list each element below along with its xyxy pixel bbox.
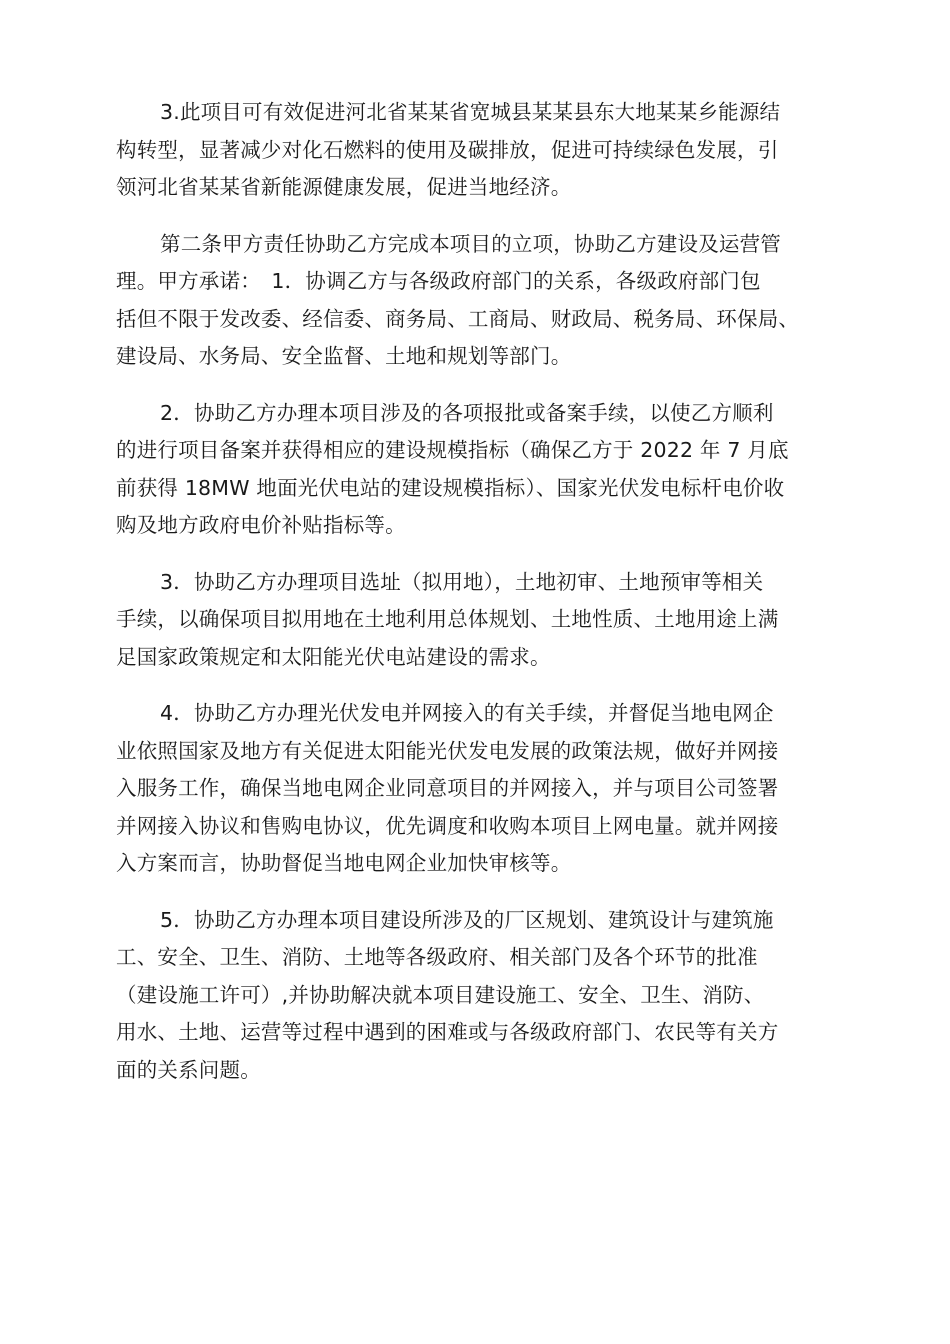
text-line: 工、安全、卫生、消防、土地等各级政府、相关部门及各个环节的批准 [116, 945, 758, 969]
text-line: 3.此项目可有效促进河北省某某省宽城县某某县东大地某某乡能源结 [160, 100, 781, 124]
text-line: 第二条甲方责任协助乙方完成本项目的立项，协助乙方建设及运营管 [160, 231, 781, 256]
paragraph-item-4 [116, 695, 842, 883]
text-line: 面的关系问题。 [116, 1057, 261, 1082]
paragraph-item-2 [116, 395, 842, 545]
text-line: （建设施工许可）,并协助解决就本项目建设施工、安全、卫生、消防、 [116, 982, 765, 1007]
text-line: 用水、土地、运营等过程中遇到的困难或与各级政府部门、农民等有关方 [116, 1020, 779, 1044]
paragraph-item-3 [116, 564, 842, 677]
text-line: 3．协助乙方办理项目选址（拟用地），土地初审、土地预审等相关 [160, 569, 764, 594]
text-line: 手续，以确保项目拟用地在土地利用总体规划、土地性质、土地用途上满 [116, 607, 779, 631]
text-line: 4．协助乙方办理光伏发电并网接入的有关手续，并督促当地电网企 [160, 701, 774, 725]
text-line: 括但不限于发改委、经信委、商务局、工商局、财政局、税务局、环保局、 [116, 306, 800, 331]
paragraph-project-benefits [116, 94, 842, 207]
text-line: 足国家政策规定和太阳能光伏电站建设的需求。 [116, 644, 551, 669]
text-line: 构转型，显著减少对化石燃料的使用及碳排放，促进可持续绿色发展，引 [116, 137, 779, 162]
paragraph-item-5 [116, 902, 842, 1090]
text-line: 领河北省某某省新能源健康发展，促进当地经济。 [116, 175, 572, 199]
text-line: 2．协助乙方办理本项目涉及的各项报批或备案手续，以使乙方顺利 [160, 400, 774, 425]
text-line: 业依照国家及地方有关促进太阳能光伏发电发展的政策法规，做好并网接 [116, 738, 779, 763]
text-line: 入服务工作，确保当地电网企业同意项目的并网接入，并与项目公司签署 [116, 776, 779, 800]
text-line: 入方案而言，协助督促当地电网企业加快审核等。 [116, 851, 572, 875]
text-line: 理。甲方承诺： 1．协调乙方与各级政府部门的关系，各级政府部门包 [116, 269, 761, 293]
text-line: 并网接入协议和售购电协议，优先调度和收购本项目上网电量。就并网接 [116, 813, 779, 838]
text-line: 购及地方政府电价补贴指标等。 [116, 513, 406, 537]
text-line: 建设局、水务局、安全监督、土地和规划等部门。 [116, 344, 572, 368]
text-line: 5．协助乙方办理本项目建设所涉及的厂区规划、建筑设计与建筑施 [160, 907, 774, 932]
paragraph-article-two [116, 226, 842, 376]
text-line: 前获得 18MW 地面光伏电站的建设规模指标）、国家光伏发电标杆电价收 [116, 475, 785, 500]
text-line: 的进行项目备案并获得相应的建设规模指标（确保乙方于 2022 年 7 月底 [116, 438, 789, 462]
document-body [116, 94, 842, 1089]
